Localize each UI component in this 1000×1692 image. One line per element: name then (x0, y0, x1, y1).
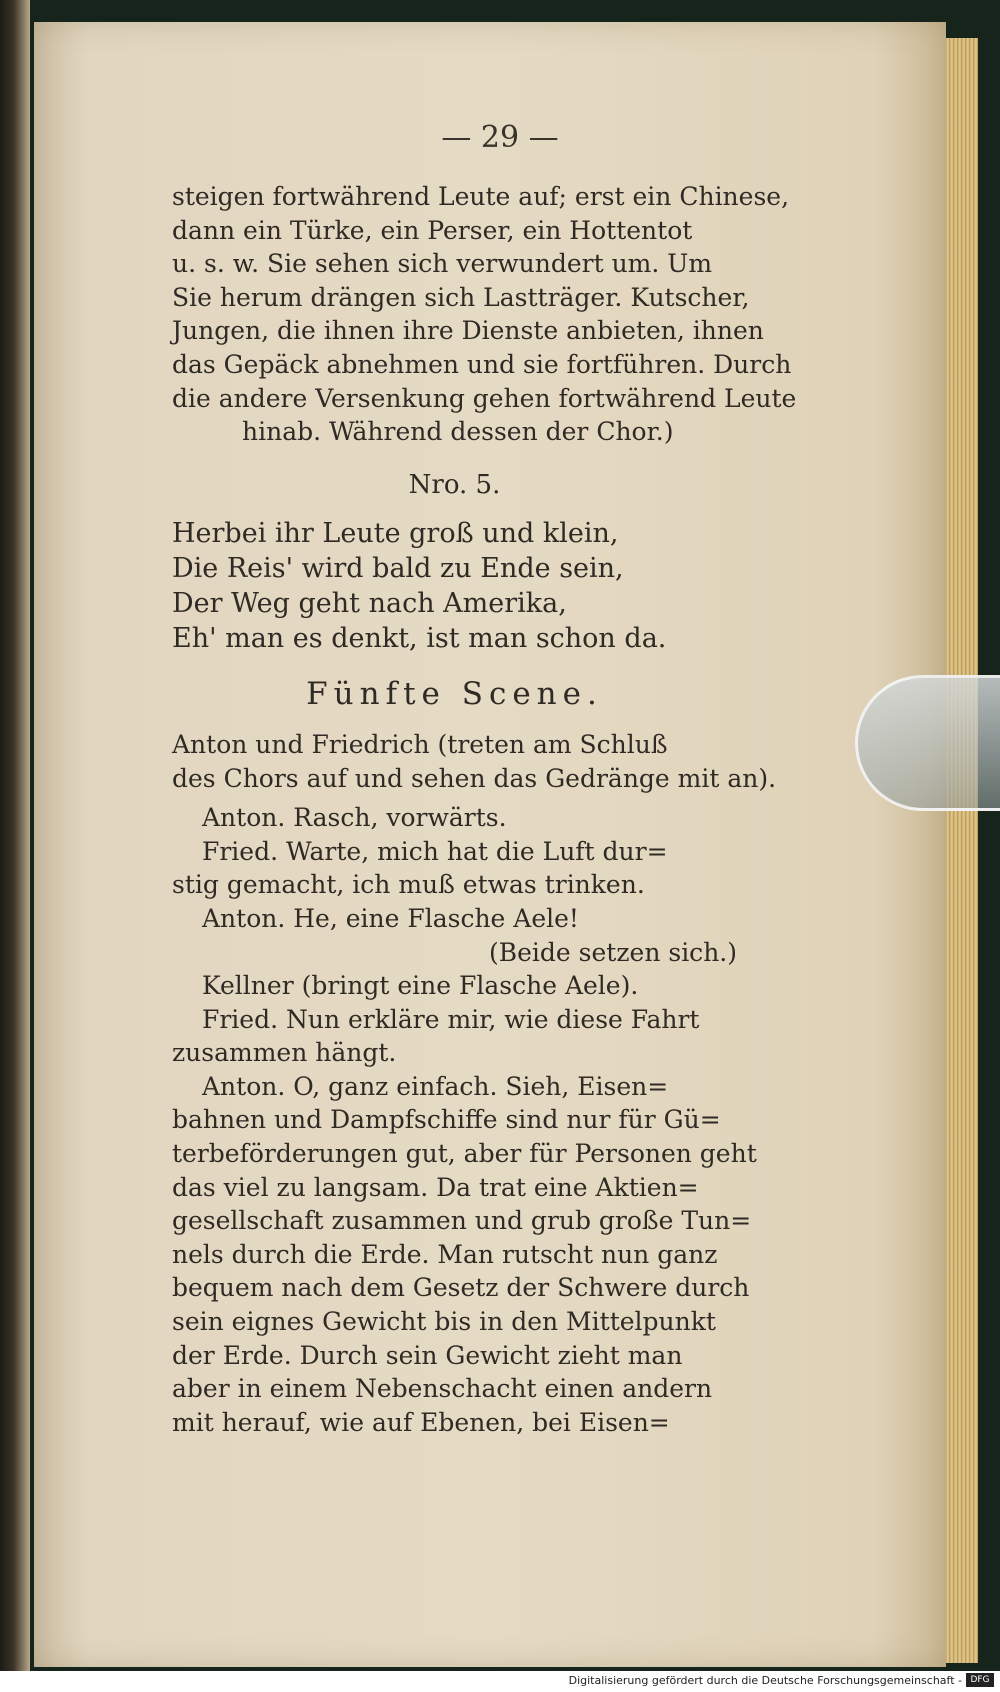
dialogue-line: stig gemacht, ich muß etwas trinken. (172, 870, 645, 900)
song-line: Eh' man es denkt, ist man schon da. (172, 623, 667, 655)
dialogue-line: Anton. He, eine Flasche Aele! (202, 903, 579, 933)
page-text (172, 180, 797, 1439)
dialogue-line: zusammen hängt. (172, 1038, 397, 1068)
text-line: das Gepäck abnehmen und sie fortführen. Durch (172, 349, 792, 379)
page-stack-edge (946, 38, 978, 1663)
song-line: Die Reis' wird bald zu Ende sein, (172, 553, 624, 585)
dialogue-line: Fried. Nun erkläre mir, wie diese Fahrt (202, 1004, 700, 1034)
dialogue-line: der Erde. Durch sein Gewicht zieht man (172, 1340, 683, 1370)
footer-bar (0, 1671, 1000, 1692)
page-clip (855, 675, 1000, 811)
text-line: steigen fortwährend Leute auf; erst ein Chinese, (172, 182, 790, 211)
dialogue-line: Kellner (bringt eine Flasche Aele). (202, 971, 639, 1001)
left-page-edge (0, 0, 30, 1692)
dialogue-line: mit herauf, wie auf Ebenen, bei Eisen= (172, 1407, 670, 1437)
text-line: hinab. Während dessen der Chor.) (242, 417, 674, 447)
dialogue-line: Anton. O, ganz einfach. Sieh, Eisen= (202, 1071, 669, 1101)
song-line: Herbei ihr Leute groß und klein, (172, 518, 619, 550)
text-line: Jungen, die ihnen ihre Dienste anbieten, ihnen (172, 316, 764, 346)
text-line: dann ein Türke, ein Perser, ein Hottentot (172, 215, 693, 245)
dialogue-line: Fried. Warte, mich hat die Luft dur= (202, 836, 668, 866)
stage-direction-line: Anton und Friedrich (treten am Schluß (172, 729, 668, 759)
footer-credit: Digitalisierung gefördert durch die Deutsche Forschungsgemeinschaft - (568, 1674, 962, 1687)
stage-direction-line: des Chors auf und sehen das Gedränge mit an). (172, 763, 777, 793)
song-number: Nro. 5. (408, 469, 501, 500)
dialogue-line: das viel zu langsam. Da trat eine Aktien= (172, 1172, 699, 1202)
dialogue-line: sein eignes Gewicht bis in den Mittelpunkt (172, 1307, 716, 1337)
text-line: Sie herum drängen sich Lastträger. Kutscher, (172, 282, 750, 312)
dialogue-line: (Beide setzen sich.) (489, 937, 737, 967)
dfg-logo: DFG (966, 1673, 994, 1687)
text-line: u. s. w. Sie sehen sich verwundert um. Um (172, 249, 713, 279)
dialogue-line: bahnen und Dampfschiffe sind nur für Gü= (172, 1105, 721, 1135)
dialogue-line: bequem nach dem Gesetz der Schwere durch (172, 1273, 750, 1303)
text-line: die andere Versenkung gehen fortwährend Leute (172, 383, 797, 413)
dialogue-line: nels durch die Erde. Man rutscht nun ganz (172, 1239, 718, 1269)
song-line: Der Weg geht nach Amerika, (172, 588, 567, 620)
scene-heading: Fünfte Scene. (306, 676, 603, 713)
dialogue-line: aber in einem Nebenschacht einen andern (172, 1374, 713, 1404)
dialogue-line: terbeförderungen gut, aber für Personen geht (172, 1139, 757, 1169)
dialogue-line: gesellschaft zusammen und grub große Tun= (172, 1206, 752, 1236)
dialogue-line: Anton. Rasch, vorwärts. (202, 803, 507, 833)
page-number: — 29 — (441, 120, 559, 155)
